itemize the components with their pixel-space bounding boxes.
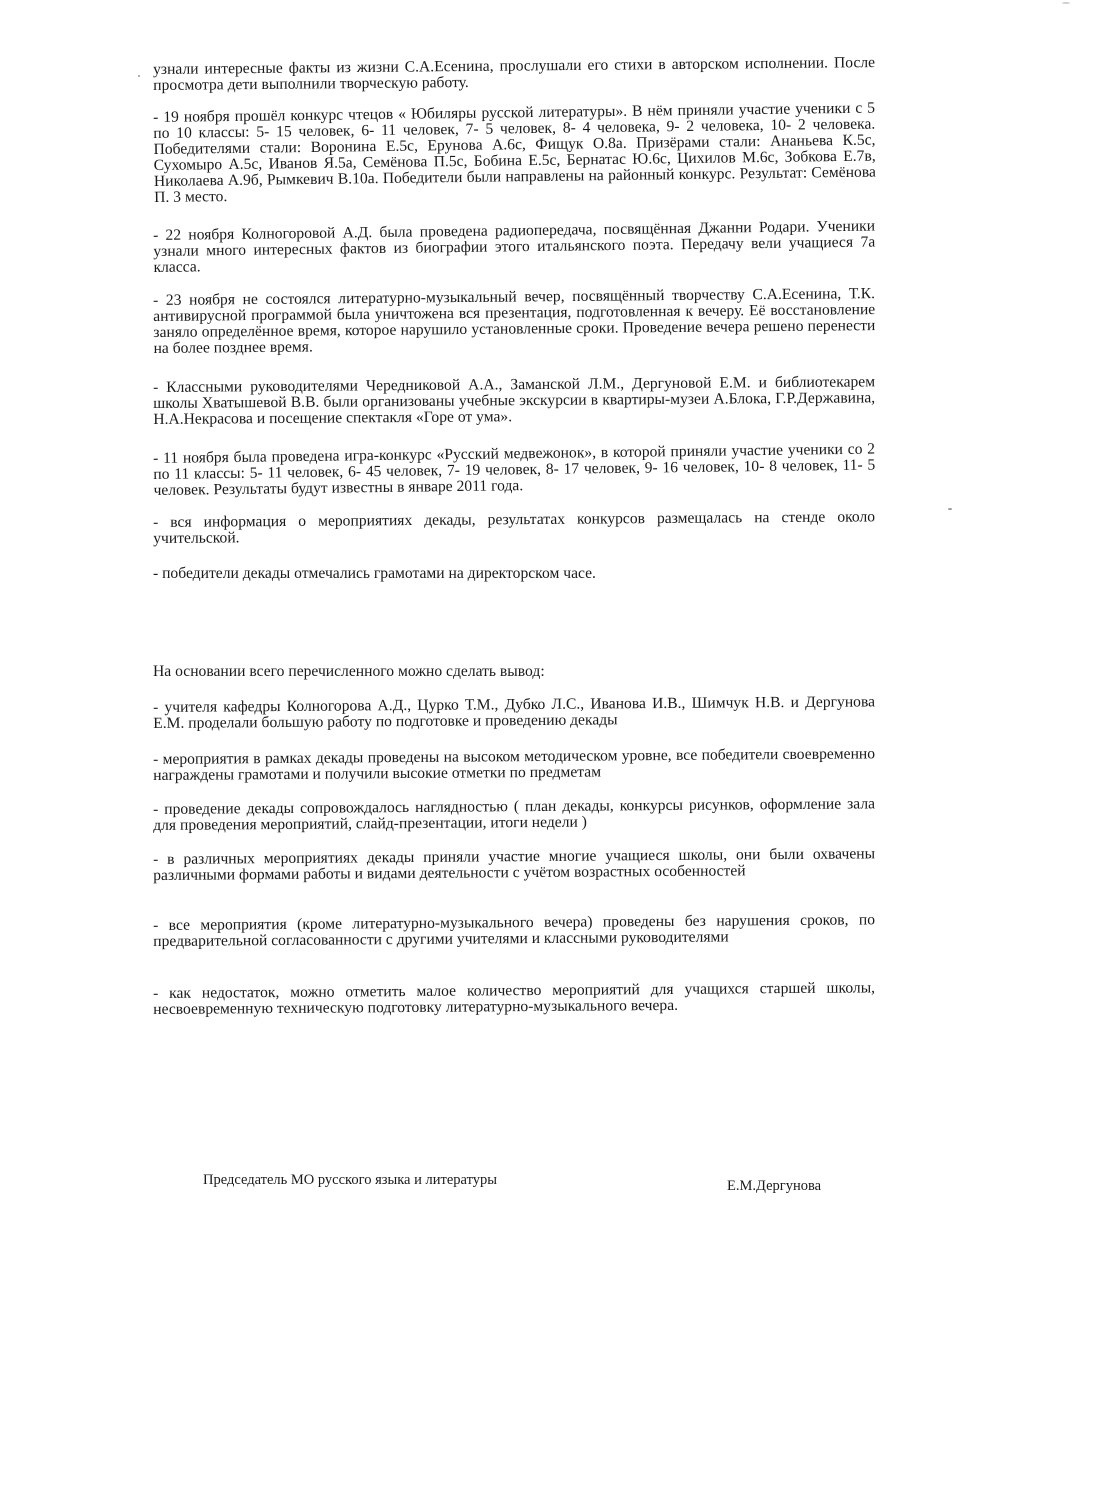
conclusion-item-participation: - в различных мероприятиях декады приняли участие многие учащиеся школы, они были охвачены различными формами работы и видами деятельности с учётом возрастных особенностей [152,845,876,884]
paragraph-reading-contest: - 19 ноября прошёл конкурс чтецов « Юбиляры русской литературы». В нём приняли участие ученики с 5 по 10 классы: 5- 15 человек, 6- 11 человек, 7- 5 человек, 8- 4 человека, 9- 2 человека, 10- 2 человека. Победителями стали: Воронина Е.5с, Ерунова А.6с, Фищук О.8а. Призёрами стали: Ананьева К.5с, Сухомыро А.5с, Иванов Я.5а, Семёнова П.5с, Бобина Е.5с, Бернатас Ю.6с, Цихилов М.6с, Зобкова Е.7в, Николаева А.9б, Рымкевич В.10а. Победители были направлены на районный конкурс. Результат: Семёнова П. 3 место. [152,99,876,206]
conclusion-item-visuals: - проведение декады сопровождалось наглядностью ( план декады, конкурсы рисунков, оформление зала для проведения мероприятий, слайд-презентации, итоги недели ) [152,795,876,834]
conclusion-item-shortcomings: - как недостаток, можно отметить малое количество мероприятий для учащихся старшей школы, несвоевременную техническую подготовку литературно-музыкального вечера. [152,979,876,1018]
paragraph-radio-broadcast: - 22 ноября Колногоровой А.Д. была проведена радиопередача, посвящённая Джанни Родари. Ученики узнали много интересных фактов из биографии этого итальянского поэта. Передачу вели учащиеся 7а класса. [152,217,876,276]
conclusion-item-teachers: - учителя кафедры Колногорова А.Д., Цурко Т.М., Дубко Л.С., Иванова И.В., Шимчук Н.В. и Дергунова Е.М. проделали большую работу по подготовке и проведению декады [152,693,876,732]
scan-speck [138,75,140,77]
paragraph-literary-evening: - 23 ноября не состоялся литературно-музыкальный вечер, посвящённый творчеству С.А.Есенина, Т.К. антивирусной программой была уничтожена вся презентация, подготовленная к вечеру. Её восстановление заняло определённое время, которое нарушило установленные сроки. Проведение вечера решено перенести на более позднее время. [152,285,876,357]
scan-speck [1062,2,1070,4]
signature-name: Е.М.Дергунова [727,1178,822,1194]
conclusion-item-schedule: - все мероприятия (кроме литературно-музыкального вечера) проведены без нарушения сроков, по предварительной согласованности с другими учителями и классными руководителями [152,911,876,950]
paragraph-winners-awards: - победители декады отмечались грамотами на директорском часе. [153,565,596,582]
paragraph-excursions: - Классными руководителями Чередниковой А.А., Заманской Л.М., Дергуновой Е.М. и библиотекарем школы Хватышевой В.В. были организованы учебные экскурсии в квартиры-музеи А.Блока, Г.Р.Державина, Н.А.Некрасова и посещение спектакля «Горе от ума». [152,373,876,428]
paragraph-russian-bear-cub: - 11 ноября была проведена игра-конкурс «Русский медвежонок», в которой приняли участие ученики со 2 по 11 классы: 5- 11 человек, 6- 45 человек, 7- 19 человек, 8- 17 человек, 9- 16 человек, 10- 8 человек, 11- 5 человек. Результаты будут известны в январе 2011 года. [152,440,876,499]
conclusion-item-methodology: - мероприятия в рамках декады проведены на высоком методическом уровне, все победители своевременно награждены грамотами и получили высокие отметки по предметам [152,745,876,784]
scan-speck [948,508,952,510]
signature-position: Председатель МО русского языка и литературы [203,1172,497,1188]
paragraph-information-stand: - вся информация о мероприятиях декады, результатах конкурсов размещалась на стенде около учительской. [152,508,876,547]
paragraph-esenin-facts: узнали интересные факты из жизни С.А.Есенина, прослушали его стихи в авторском исполнении. После просмотра дети выполнили творческую работу. [152,54,876,94]
conclusion-heading: На основании всего перечисленного можно сделать вывод: [153,663,545,680]
